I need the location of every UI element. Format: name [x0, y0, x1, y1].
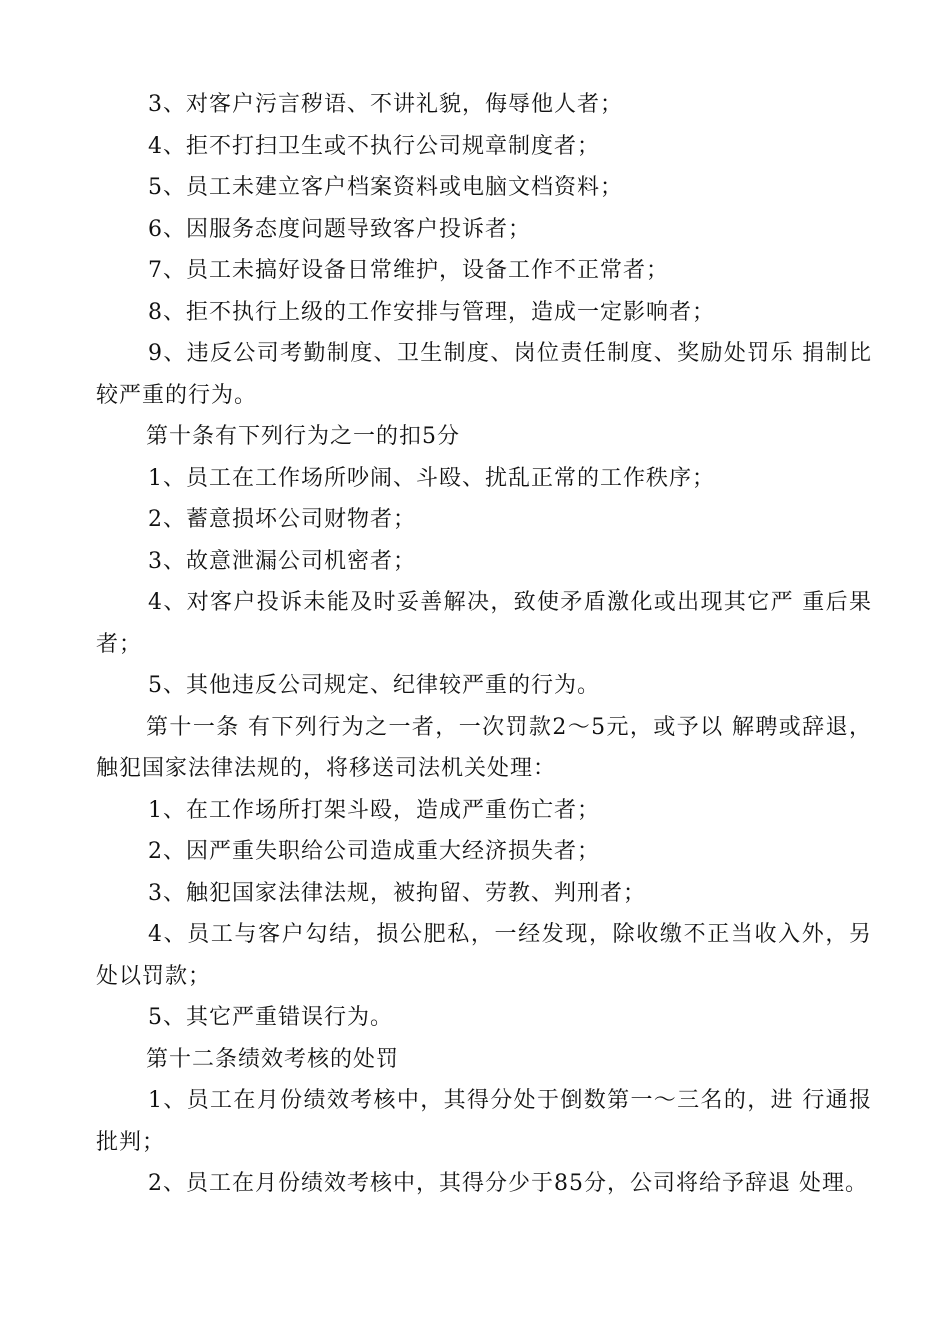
list-item: 3、对客户污言秽语、不讲礼貌，侮辱他人者；	[148, 92, 623, 117]
list-item: 1、在工作场所打架斗殴，造成严重伤亡者；	[148, 797, 600, 823]
document-page	[96, 84, 872, 1205]
list-item: 5、其它严重错误行为。	[148, 1005, 393, 1030]
list-item: 7、员工未搞好设备日常维护，设备工作不正常者；	[148, 258, 669, 283]
list-item: 6、因服务态度问题导致客户投诉者；	[148, 216, 531, 242]
list-item: 4、拒不打扫卫生或不执行公司规章制度者；	[148, 133, 600, 159]
list-item: 5、其他违反公司规定、纪律较严重的行为。	[148, 673, 600, 698]
list-item: 5、员工未建立客户档案资料或电脑文档资料；	[148, 175, 623, 200]
list-item: 4、对客户投诉未能及时妥善解决，致使矛盾激化或出现其它严 重后果者；	[96, 590, 872, 657]
list-item: 9、违反公司考勤制度、卫生制度、岗位责任制度、奖励处罚乐 捐制比较严重的行为。	[96, 341, 872, 408]
list-item: 1、员工在工作场所吵闹、斗殴、扰乱正常的工作秩序；	[148, 465, 715, 491]
article-heading: 第十一条 有下列行为之一者，一次罚款2〜5元，或予以 解聘或辞退，触犯国家法律法规的，将移送司法机关处理：	[96, 714, 872, 781]
article-heading: 第十条有下列行为之一的扣5分	[146, 424, 460, 449]
list-item: 2、因严重失职给公司造成重大经济损失者；	[148, 839, 600, 864]
list-item: 2、员工在月份绩效考核中，其得分少于85分，公司将给予辞退 处理。	[148, 1171, 868, 1196]
list-item: 2、蓄意损坏公司财物者；	[148, 507, 416, 532]
list-item: 8、拒不执行上级的工作安排与管理，造成一定影响者；	[148, 299, 715, 325]
list-item: 3、触犯国家法律法规，被拘留、劳教、判刑者；	[148, 880, 646, 906]
list-item: 1、员工在月份绩效考核中，其得分处于倒数第一〜三名的，进 行通报批判；	[96, 1088, 872, 1155]
article-heading: 第十二条绩效考核的处罚	[146, 1046, 400, 1072]
list-item: 4、员工与客户勾结，损公肥私，一经发现，除收缴不正当收入外，另处以罚款；	[96, 922, 872, 989]
list-item: 3、故意泄漏公司机密者；	[148, 548, 416, 574]
